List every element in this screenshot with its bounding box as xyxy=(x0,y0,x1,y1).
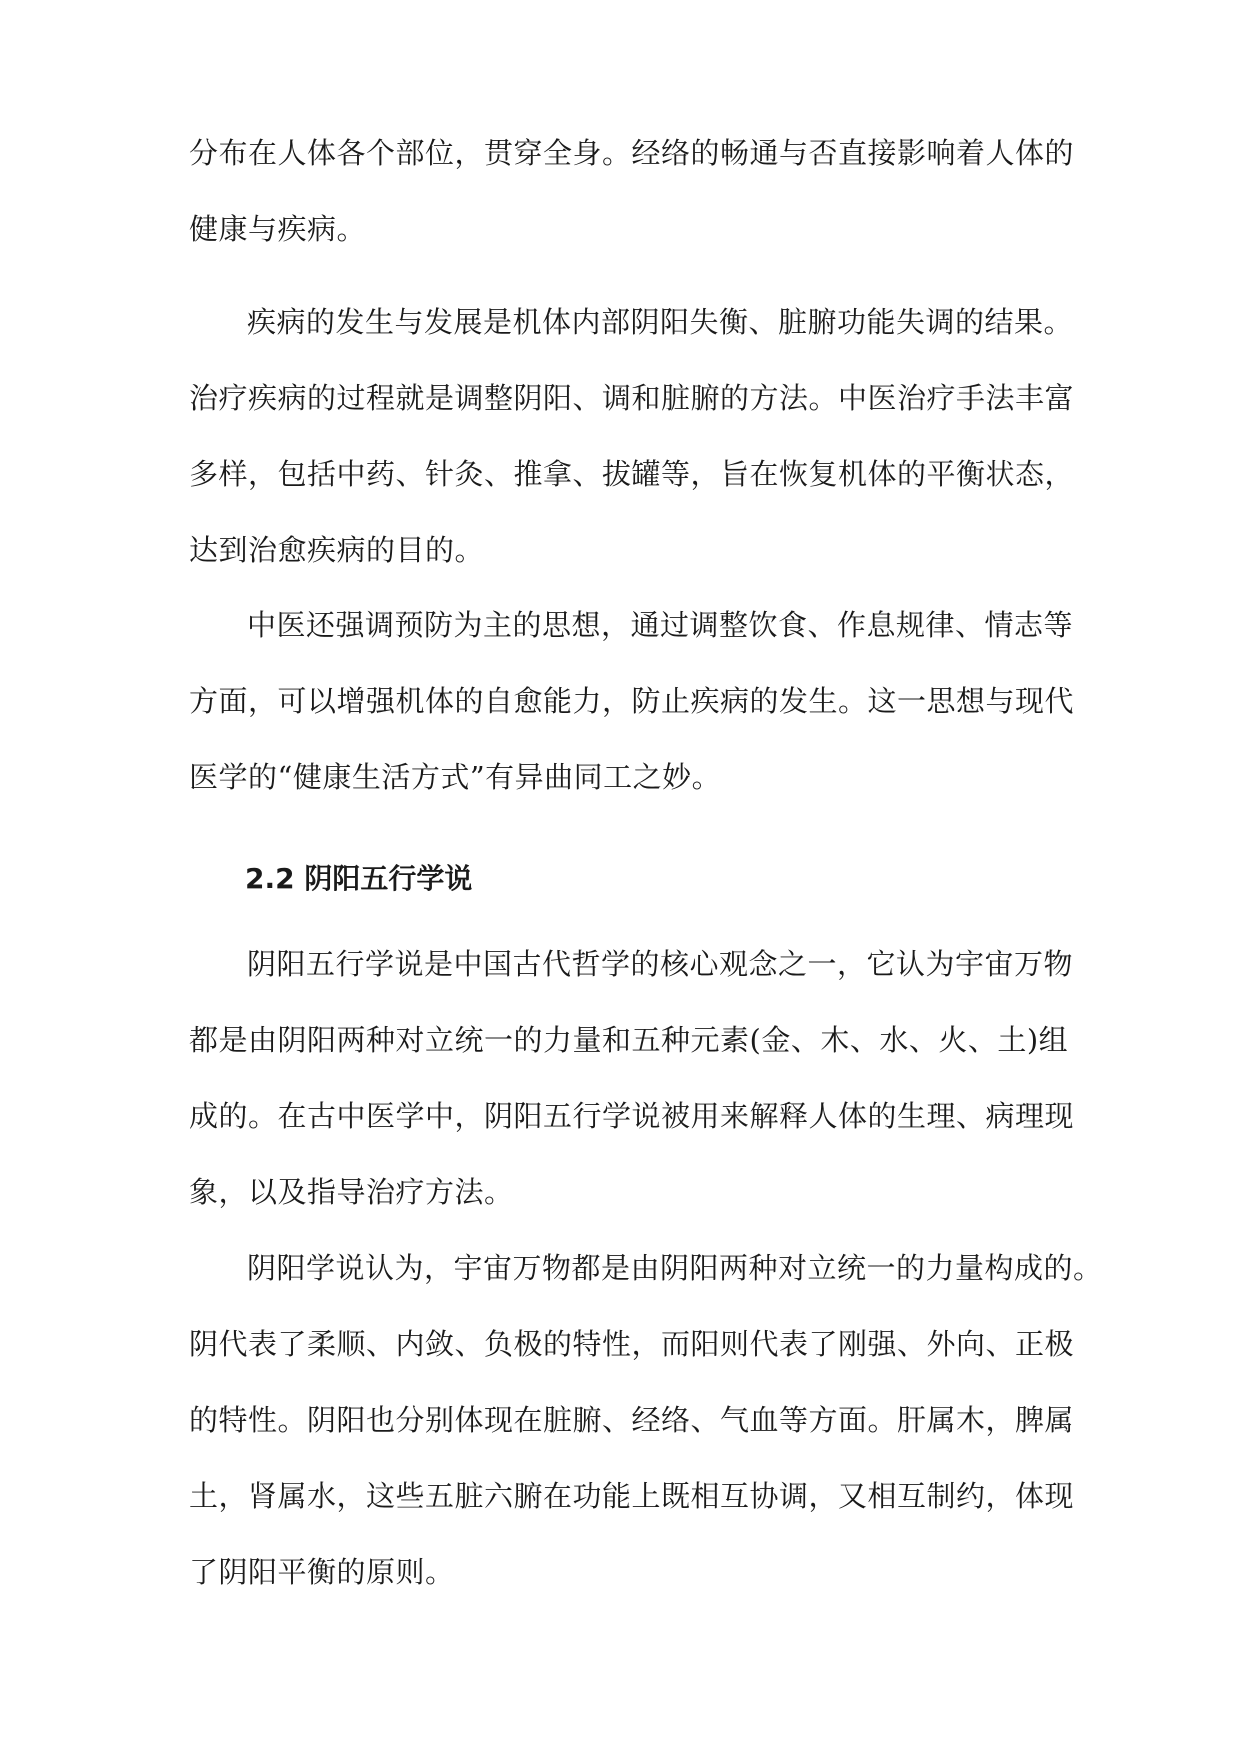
text-line: 的特性。阴阳也分别体现在脏腑、经络、气血等方面。肝属木，脾属 xyxy=(189,1403,1075,1437)
section-heading: 2.2 阴阳五行学说 xyxy=(245,862,473,895)
text-line: 都是由阴阳两种对立统一的力量和五种元素(金、木、水、火、土)组 xyxy=(189,1023,1069,1057)
text-line: 阴代表了柔顺、内敛、负极的特性，而阳则代表了刚强、外向、正极 xyxy=(189,1327,1075,1361)
text-line: 疾病的发生与发展是机体内部阴阳失衡、脏腑功能失调的结果。 xyxy=(247,305,1074,339)
text-line: 治疗疾病的过程就是调整阴阳、调和脏腑的方法。中医治疗手法丰富 xyxy=(189,381,1075,415)
text-line: 分布在人体各个部位，贯穿全身。经络的畅通与否直接影响着人体的 xyxy=(189,136,1075,170)
text-line: 成的。在古中医学中，阴阳五行学说被用来解释人体的生理、病理现 xyxy=(189,1099,1075,1133)
text-line: 土，肾属水，这些五脏六腑在功能上既相互协调，又相互制约，体现 xyxy=(189,1479,1075,1513)
text-line: 了阴阳平衡的原则。 xyxy=(189,1555,455,1589)
text-line: 达到治愈疾病的目的。 xyxy=(189,533,485,567)
text-line: 医学的“健康生活方式”有异曲同工之妙。 xyxy=(189,760,722,794)
text-line: 健康与疾病。 xyxy=(189,212,367,246)
text-line: 阴阳五行学说是中国古代哲学的核心观念之一，它认为宇宙万物 xyxy=(247,947,1074,981)
text-line: 方面，可以增强机体的自愈能力，防止疾病的发生。这一思想与现代 xyxy=(189,684,1075,718)
text-line: 多样，包括中药、针灸、推拿、拔罐等，旨在恢复机体的平衡状态， xyxy=(189,457,1075,491)
text-line: 阴阳学说认为，宇宙万物都是由阴阳两种对立统一的力量构成的。 xyxy=(247,1251,1103,1285)
text-line: 中医还强调预防为主的思想，通过调整饮食、作息规律、情志等 xyxy=(247,608,1074,642)
text-line: 象，以及指导治疗方法。 xyxy=(189,1175,514,1209)
